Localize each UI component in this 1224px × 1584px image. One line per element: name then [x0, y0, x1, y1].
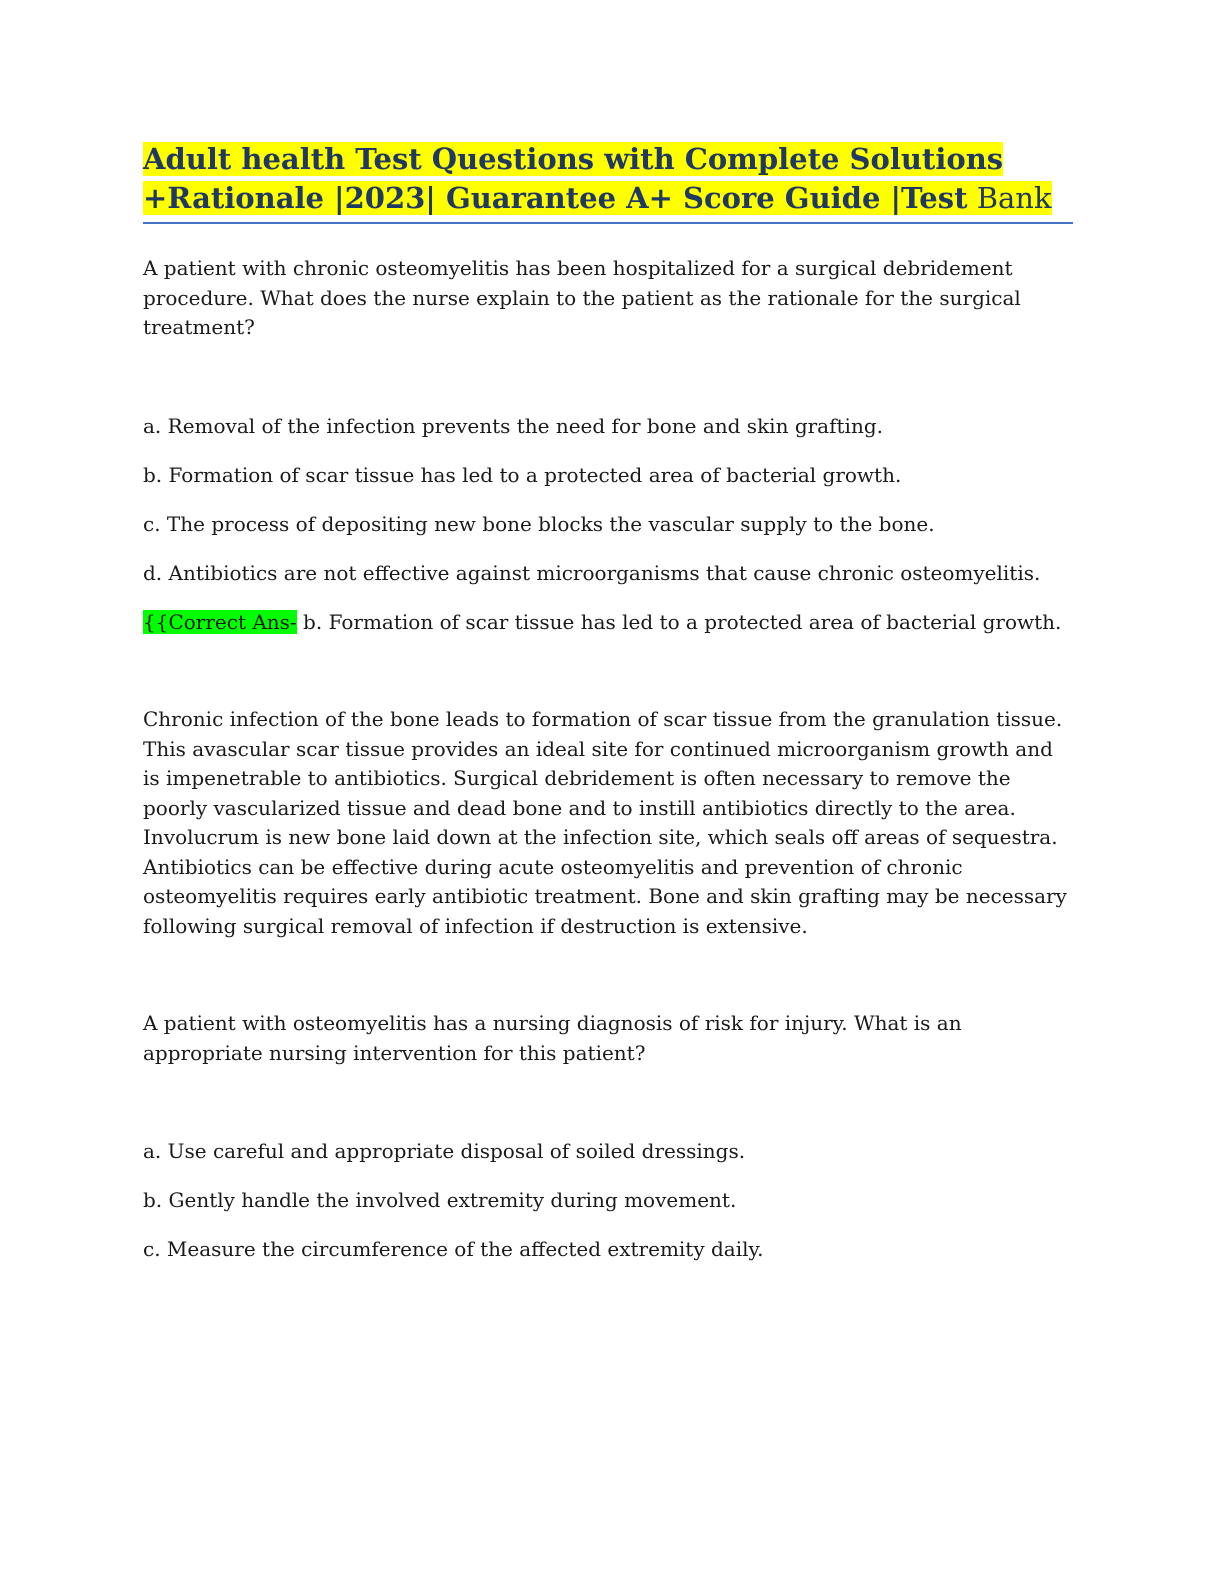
title-line-2 [143, 181, 1052, 215]
question-1-option-d: d. Antibiotics are not effective against microorganisms that cause chronic osteomyelitis. [143, 560, 1041, 585]
question-1-rationale: Chronic infection of the bone leads to formation of scar tissue from the granulation tissue. This avascular scar tissue provides an ideal site for continued microorganism growth and is impenetrable to antibiotics. Surgical debridement is often necessary to remove the poorly vascularized tissue and dead bone and to instill antibiotics directly to the area. Involucrum is new bone laid down at the infection site, which seals off areas of sequestra. Antibiotics can be effective during acute osteomyelitis and prevention of chronic osteomyelitis requires early antibiotic treatment. Bone and skin grafting may be necessary following surgical removal of infection if destruction is extensive. [143, 707, 1067, 938]
question-1-stem: A patient with chronic osteomyelitis has been hospitalized for a surgical debridement procedure. What does the nurse explain to the patient as the rationale for the surgical treatment? [143, 256, 1021, 339]
document-page [143, 140, 1073, 1284]
question-1-option-a: a. Removal of the infection prevents the need for bone and skin grafting. [143, 413, 883, 438]
question-1-option-c: c. The process of depositing new bone blocks the vascular supply to the bone. [143, 511, 935, 536]
question-1-answer [143, 608, 1073, 638]
correct-answer-label: {{Correct Ans- [143, 609, 297, 634]
question-2-stem: A patient with osteomyelitis has a nursing diagnosis of risk for injury. What is an appropriate nursing intervention for this patient? [143, 1011, 962, 1065]
question-1-options [143, 412, 1073, 589]
question-1-option-b: b. Formation of scar tissue has led to a protected area of bacterial growth. [143, 462, 902, 487]
question-2-options [143, 1137, 1073, 1265]
question-2-option-a: a. Use careful and appropriate disposal of soiled dressings. [143, 1139, 746, 1163]
correct-answer-text: b. Formation of scar tissue has led to a protected area of bacterial growth. [296, 609, 1062, 634]
question-2-option-b: b. Gently handle the involved extremity during movement. [143, 1188, 737, 1212]
title-line-2-bold: +Rationale |2023| Guarantee A+ Score Guide |Test [143, 181, 968, 215]
document-title [143, 140, 1073, 224]
title-line-1: Adult health Test Questions with Complete Solutions [143, 142, 1004, 176]
title-line-2-plain: Bank [967, 181, 1052, 215]
question-2-option-c: c. Measure the circumference of the affected extremity daily. [143, 1237, 764, 1261]
